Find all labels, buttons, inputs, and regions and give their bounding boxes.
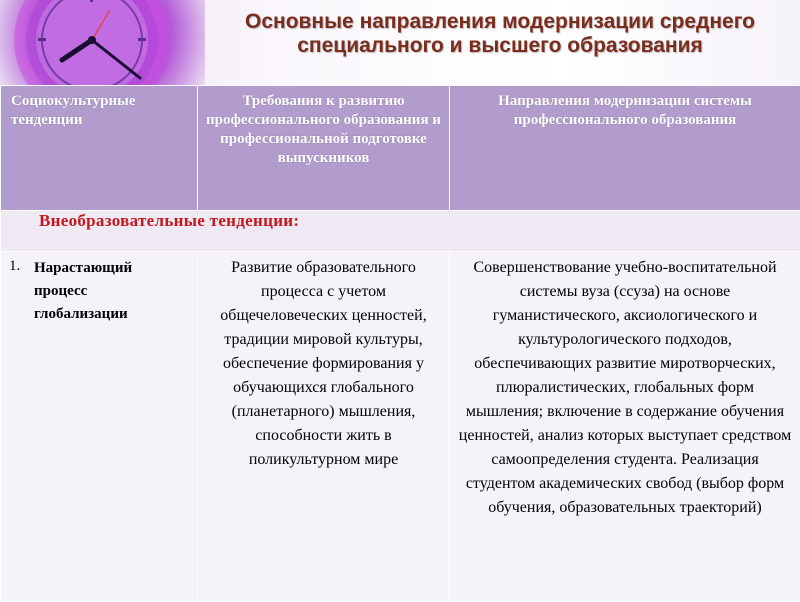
section-heading: Внеобразовательные тенденции:: [1, 211, 800, 231]
requirements-text: Развитие образовательного процесса с учетом общечеловеческих ценностей, традиции мировой культуры, обеспечение формирования у обучающихся глобального (планетарного) мышления, способности жить в поликультурном мире: [198, 252, 449, 472]
row-number: 1.: [9, 258, 20, 275]
modernization-table: [0, 85, 800, 602]
header-label: Направления модернизации системы профессионального образования: [450, 86, 800, 130]
trend-text: Нарастающий процесс глобализации: [34, 257, 179, 326]
page-title: Основные направления модернизации среднего специального и высшего образования: [205, 10, 795, 58]
table-row: [1, 252, 800, 602]
header-band: [0, 0, 800, 85]
table-header-row: [1, 86, 800, 211]
directions-cell: [450, 252, 800, 602]
requirements-cell: [198, 252, 450, 602]
clock-icon: [0, 0, 205, 85]
header-label: Требования к развитию профессионального образования и профессиональной подготовке выпускников: [198, 86, 449, 168]
directions-text: Совершенствование учебно-воспитательной системы вуза (ссуза) на основе гуманистического, аксиологического и культурологического подходов, обеспечивающих развитие миротворческих, плюралистических, глобальных форм мышления; включение в содержание обучения ценностей, анализ которых выступает средством самоопределения студента. Реализация студентом академических свобод (выбор форм обучения, образовательных траекторий): [450, 252, 800, 520]
trend-cell: [1, 252, 198, 602]
section-row: [1, 211, 800, 252]
header-cell-requirements: [198, 86, 450, 211]
header-cell-directions: [450, 86, 800, 211]
section-cell: [1, 211, 800, 252]
header-label: Социокультурные тенденции: [1, 86, 197, 130]
header-cell-trends: [1, 86, 198, 211]
